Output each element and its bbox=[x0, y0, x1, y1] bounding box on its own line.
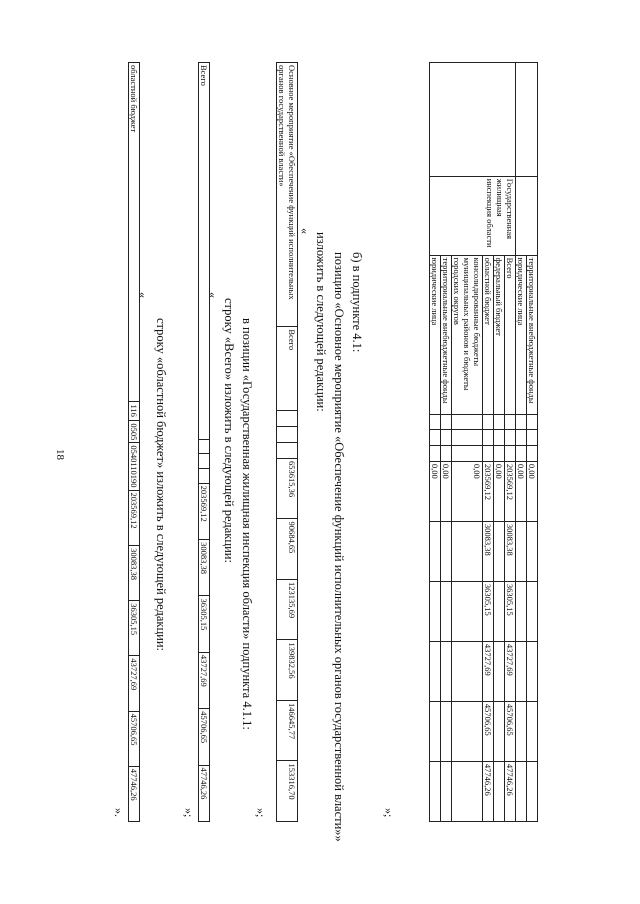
value-cell: 45706,65 bbox=[129, 711, 140, 766]
main-activity-table bbox=[276, 62, 298, 822]
code-cell bbox=[430, 446, 441, 462]
table-row bbox=[199, 63, 210, 822]
opening-quote-1: « bbox=[298, 228, 312, 234]
regional-budget-text: строку «областной бюджет» изложить в следующей редакции: bbox=[154, 318, 168, 652]
value-cell bbox=[441, 641, 452, 701]
funding-source: юридические лица bbox=[430, 255, 441, 414]
value-cell: 203569,12 bbox=[505, 461, 516, 521]
value-cell: 43727,69 bbox=[505, 641, 516, 701]
code-cell bbox=[441, 414, 452, 430]
value-cell bbox=[527, 701, 538, 761]
value-cell bbox=[527, 761, 538, 821]
code-cell bbox=[483, 414, 494, 430]
table-row bbox=[277, 63, 298, 822]
value-cell: 0,00 bbox=[516, 461, 527, 521]
closing-quote-1: »; bbox=[382, 808, 396, 818]
value-cell: 203569,12 bbox=[129, 490, 140, 546]
value-cell: 123135,69 bbox=[277, 579, 298, 640]
position-text-line2: изложить в следующей редакции: bbox=[314, 232, 328, 412]
value-cell: 0,00 bbox=[494, 461, 505, 521]
funding-source: консолидированные бюджеты муниципальных районов и бюджеты городских округов bbox=[452, 255, 483, 414]
regional-budget-table bbox=[128, 62, 140, 822]
code-cell bbox=[527, 446, 538, 462]
funding-source: областной бюджет bbox=[483, 255, 494, 414]
value-cell: 45706,65 bbox=[199, 709, 210, 765]
closing-quote-3: »; bbox=[182, 808, 196, 818]
code-cell bbox=[494, 430, 505, 446]
inspection-text-line1: в позиции «Государственная жилищная инспекция области» подпункта 4.1.1: bbox=[240, 318, 254, 730]
closing-quote-4: ». bbox=[112, 808, 126, 817]
value-cell: 90684,65 bbox=[277, 519, 298, 580]
code-cell bbox=[483, 430, 494, 446]
funding-source: Всего bbox=[505, 255, 516, 414]
code-cell: 116 bbox=[129, 402, 140, 421]
budget-table-continuation bbox=[429, 62, 538, 822]
value-cell bbox=[527, 581, 538, 641]
code-cell bbox=[430, 430, 441, 446]
code-cell bbox=[516, 446, 527, 462]
value-cell: 43727,69 bbox=[199, 652, 210, 708]
responsible-executor: Государственная жилищная инспекция области bbox=[430, 176, 516, 255]
value-cell: 30083,38 bbox=[483, 521, 494, 581]
code-cell bbox=[441, 446, 452, 462]
value-cell: 30083,38 bbox=[505, 521, 516, 581]
code-cell bbox=[516, 414, 527, 430]
table-row bbox=[527, 63, 538, 822]
value-cell bbox=[430, 701, 441, 761]
value-cell bbox=[452, 581, 483, 641]
code-cell bbox=[483, 446, 494, 462]
value-cell bbox=[494, 521, 505, 581]
code-cell bbox=[505, 446, 516, 462]
value-cell bbox=[441, 581, 452, 641]
code-cell bbox=[505, 414, 516, 430]
total-label: Всего bbox=[199, 63, 210, 440]
empty-cell bbox=[430, 63, 516, 177]
value-cell: 203569,12 bbox=[199, 483, 210, 540]
value-cell: 0,00 bbox=[441, 461, 452, 521]
value-cell bbox=[441, 761, 452, 821]
empty-cell bbox=[516, 176, 538, 255]
code-cell bbox=[516, 430, 527, 446]
value-cell: 203569,12 bbox=[483, 461, 494, 521]
funding-source: федеральный бюджет bbox=[494, 255, 505, 414]
total-row-table bbox=[198, 62, 210, 822]
value-cell: 30083,38 bbox=[199, 540, 210, 596]
value-cell: 47746,26 bbox=[505, 761, 516, 821]
code-cell bbox=[494, 446, 505, 462]
value-cell bbox=[441, 521, 452, 581]
value-cell bbox=[494, 761, 505, 821]
empty-cell bbox=[516, 63, 538, 177]
code-cell: 0505 bbox=[129, 421, 140, 443]
value-cell: 43727,69 bbox=[129, 656, 140, 711]
value-cell bbox=[494, 581, 505, 641]
funding-source: территориальные внебюджетные фонды bbox=[441, 255, 452, 414]
value-cell bbox=[494, 701, 505, 761]
value-cell: 146645,77 bbox=[277, 700, 298, 761]
value-cell: 30083,38 bbox=[129, 546, 140, 601]
value-cell: 153316,70 bbox=[277, 761, 298, 822]
item-b-heading: б) в подпункте 4.1: bbox=[350, 252, 364, 353]
value-cell bbox=[494, 641, 505, 701]
regional-budget-label: областной бюджет bbox=[129, 63, 140, 402]
value-cell: 45706,65 bbox=[505, 701, 516, 761]
opening-quote-3: « bbox=[136, 292, 150, 298]
value-cell bbox=[430, 521, 441, 581]
value-cell bbox=[516, 641, 527, 701]
value-cell bbox=[430, 761, 441, 821]
value-cell bbox=[452, 761, 483, 821]
funding-source: территориальные внебюджетные фонды bbox=[527, 255, 538, 414]
opening-quote-2: « bbox=[206, 292, 220, 298]
value-cell bbox=[516, 761, 527, 821]
value-cell bbox=[452, 641, 483, 701]
code-cell: 0540110190 bbox=[129, 443, 140, 490]
code-cell bbox=[494, 414, 505, 430]
page-number: 18 bbox=[54, 449, 66, 460]
value-cell: 36305,15 bbox=[129, 601, 140, 656]
code-cell bbox=[527, 414, 538, 430]
table-row bbox=[505, 63, 516, 822]
value-cell: 36305,15 bbox=[505, 581, 516, 641]
value-cell: 36305,15 bbox=[199, 596, 210, 652]
value-cell: 47746,26 bbox=[129, 766, 140, 821]
value-cell bbox=[441, 701, 452, 761]
value-cell bbox=[452, 521, 483, 581]
rotated-sheet bbox=[70, 62, 540, 842]
value-cell: 0,00 bbox=[527, 461, 538, 521]
value-cell bbox=[430, 581, 441, 641]
funding-source: юридические лица bbox=[516, 255, 527, 414]
inspection-text-line2: строку «Всего» изложить в следующей редакции: bbox=[222, 298, 236, 563]
value-cell bbox=[527, 641, 538, 701]
table-row bbox=[129, 63, 140, 822]
code-cell bbox=[452, 446, 483, 462]
code-cell bbox=[441, 430, 452, 446]
value-cell: 47746,26 bbox=[483, 761, 494, 821]
value-cell bbox=[516, 701, 527, 761]
code-cell bbox=[430, 414, 441, 430]
value-cell: 43727,69 bbox=[483, 641, 494, 701]
code-cell bbox=[505, 430, 516, 446]
value-cell bbox=[516, 581, 527, 641]
activity-kind: Всего bbox=[277, 327, 298, 411]
value-cell: 653615,36 bbox=[277, 458, 298, 519]
value-cell: 0,00 bbox=[452, 461, 483, 521]
value-cell: 47746,26 bbox=[199, 765, 210, 821]
code-cell bbox=[452, 414, 483, 430]
value-cell: 0,00 bbox=[430, 461, 441, 521]
activity-label: Основное мероприятие «Обеспечение функций исполнительных органов государственной власти» bbox=[277, 63, 298, 327]
code-cell bbox=[527, 430, 538, 446]
value-cell: 139832,56 bbox=[277, 640, 298, 701]
value-cell: 45706,65 bbox=[483, 701, 494, 761]
closing-quote-2: »; bbox=[254, 808, 268, 818]
value-cell bbox=[430, 641, 441, 701]
value-cell bbox=[516, 521, 527, 581]
position-text-line1: позицию «Основное мероприятие «Обеспечение функций исполнительных органов государственной власти»» bbox=[332, 252, 346, 842]
value-cell: 36305,15 bbox=[483, 581, 494, 641]
value-cell bbox=[527, 521, 538, 581]
code-cell bbox=[452, 430, 483, 446]
value-cell bbox=[452, 701, 483, 761]
